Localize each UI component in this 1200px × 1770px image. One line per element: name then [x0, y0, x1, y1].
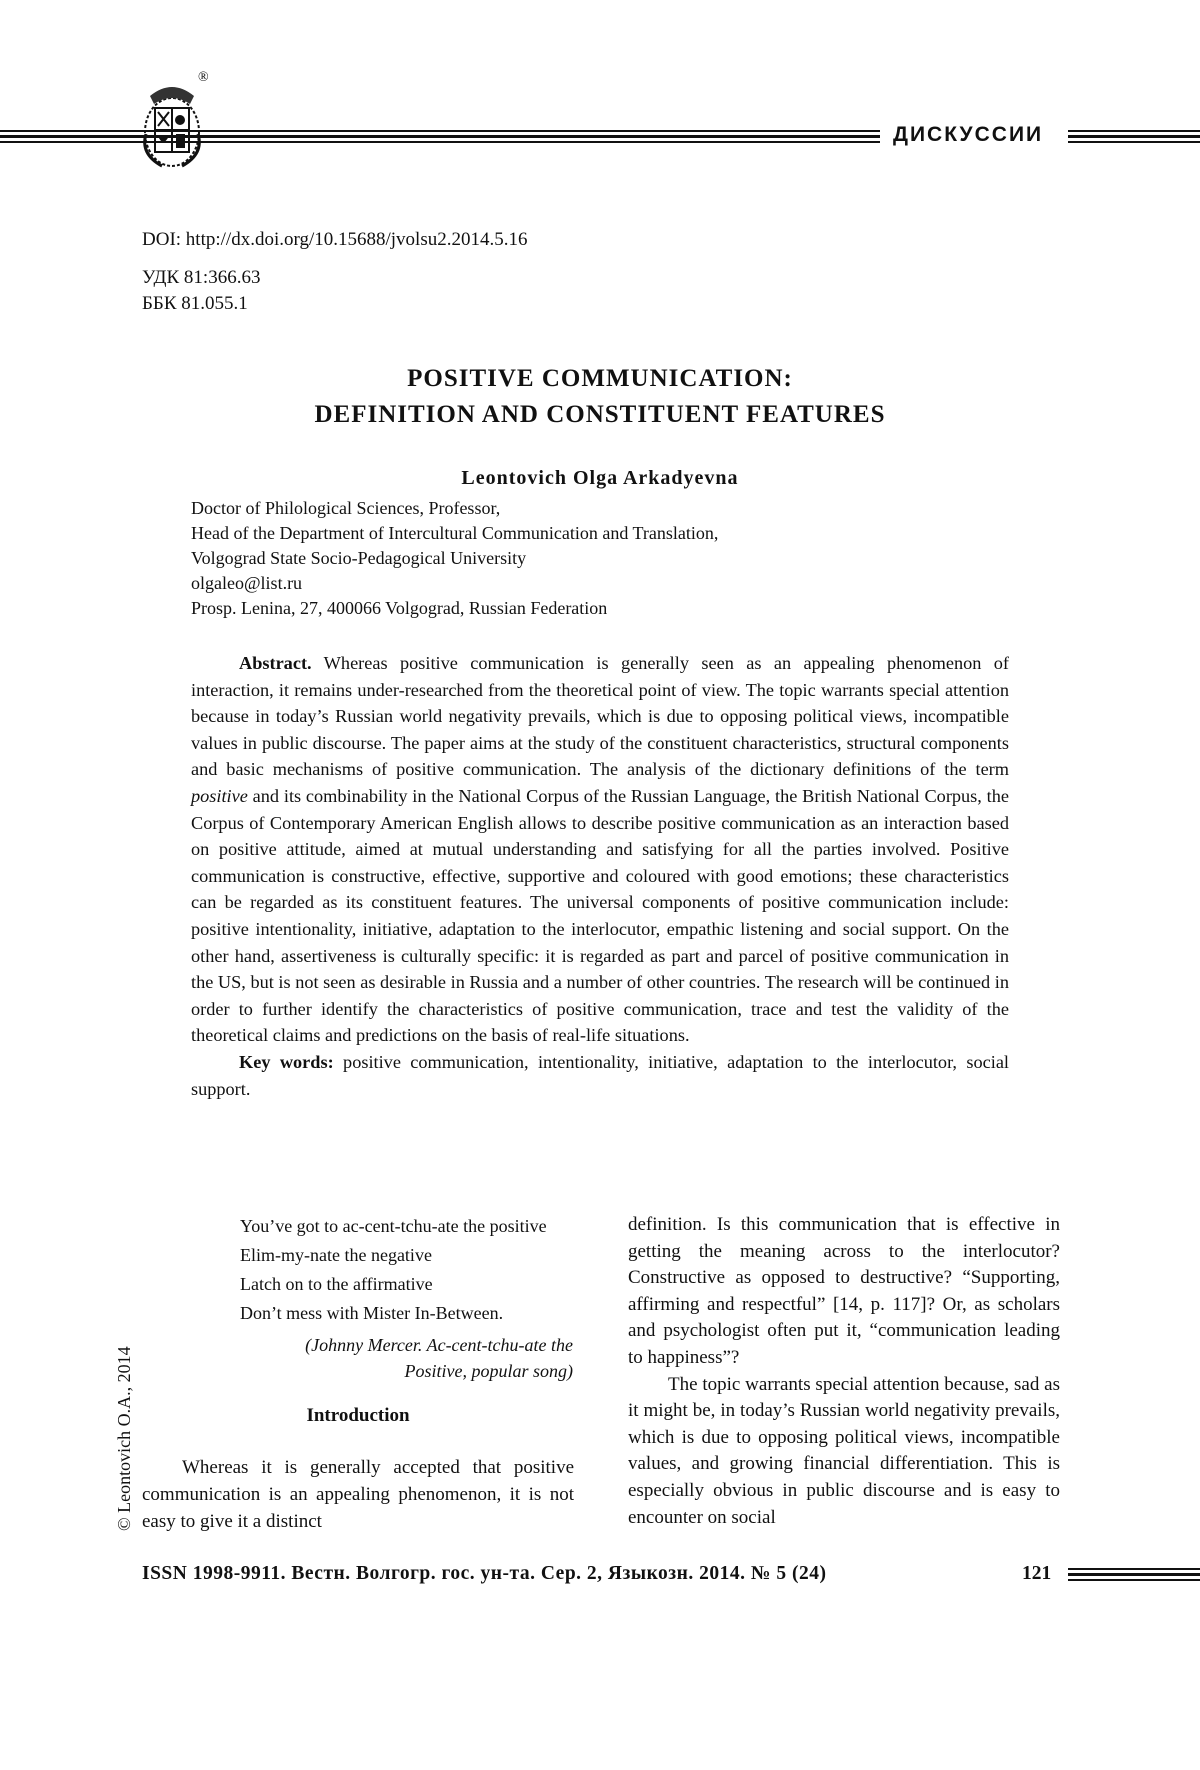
author-address: Prosp. Lenina, 27, 400066 Volgograd, Russian Federation — [191, 598, 608, 618]
body-paragraph: The topic warrants special attention because, sad as it might be, in today’s Russian world negativity prevails, which is due to opposing political views, incompatible values, and growing financial differentiation. This is especially obvious in public discourse and is easy to encounter on social — [628, 1373, 1060, 1528]
author-degree: Doctor of Philological Sciences, Professor, — [191, 498, 501, 518]
author-name: Leontovich Olga Arkadyevna — [461, 467, 739, 489]
journal-emblem-logo — [136, 70, 210, 172]
doi-link[interactable]: DOI: http://dx.doi.org/10.15688/jvolsu2.2014.5.16 — [142, 229, 528, 250]
keywords-label: Key words: — [239, 1051, 334, 1072]
header-rule-left — [0, 130, 880, 144]
epigraph-line: Elim-my-nate the negative — [240, 1245, 432, 1265]
abstract-paragraph — [191, 650, 1009, 1049]
section-heading-introduction: Introduction — [306, 1405, 410, 1426]
author-position: Head of the Department of Intercultural Communication and Translation, — [191, 523, 719, 543]
section-label: ДИСКУССИИ — [893, 123, 1044, 146]
body-paragraph: Whereas it is generally accepted that positive communication is an appealing phenomenon, it is not easy to give it a distinct — [142, 1457, 574, 1532]
header-rule-right — [1068, 130, 1200, 144]
footer-rule — [1068, 1568, 1200, 1582]
page-number: 121 — [1022, 1563, 1052, 1584]
epigraph-line: Don’t mess with Mister In-Between. — [240, 1303, 504, 1323]
epigraph — [240, 1212, 574, 1328]
copyright-vertical — [114, 1346, 138, 1770]
abstract-term: positive — [191, 785, 248, 806]
epigraph-line: You’ve got to ac-cent-tchu-ate the positive — [240, 1216, 547, 1236]
keywords-text: positive communication, intentionality, initiative, adaptation to the interlocutor, social support. — [191, 1051, 1010, 1099]
abstract-label: Abstract. — [239, 653, 312, 673]
crest-icon — [136, 74, 210, 172]
article-title-line-2: DEFINITION AND CONSTITUENT FEATURES — [314, 401, 886, 428]
abstract-block — [191, 650, 1009, 1102]
keywords-paragraph — [191, 1049, 1009, 1102]
epigraph-source — [290, 1332, 573, 1384]
author-university: Volgograd State Socio-Pedagogical University — [191, 548, 527, 568]
author-affiliation — [191, 496, 718, 621]
author-email[interactable]: olgaleo@list.ru — [191, 573, 303, 593]
abstract-text-part-1: Whereas positive communication is generally seen as an appealing phenomenon of interaction, it remains under-researched from the theoretical point of view. The topic warrants special attention because in today’s Russian world negativity prevails, which is due to opposing political views, incompatible values in public discourse. The paper aims at the study of the constituent characteristics, structural components and basic mechanisms of positive communication. The analysis of the dictionary definitions of the term — [191, 653, 1009, 780]
body-paragraph: definition. Is this communication that is effective in getting the meaning across to the interlocutor? Constructive as opposed to destructive? “Supporting, affirming and respectful” [14, p. 117]? Or, as scholars and psychologist often put it, “communication leading to happiness”? — [628, 1214, 1060, 1368]
bbk-code: ББК 81.055.1 — [142, 293, 248, 314]
body-column-left — [142, 1454, 574, 1535]
copyright-text: © Leontovich O.A., 2014 — [114, 1346, 134, 1531]
registered-mark: ® — [198, 70, 209, 85]
epigraph-source-line-2: Positive, popular song) — [404, 1361, 573, 1381]
epigraph-source-line-1: (Johnny Mercer. Ac-cent-tchu-ate the — [305, 1335, 573, 1355]
epigraph-line: Latch on to the affirmative — [240, 1274, 433, 1294]
footer-citation: ISSN 1998-9911. Вестн. Волгогр. гос. ун-та. Сер. 2, Языкозн. 2014. № 5 (24) — [142, 1563, 827, 1584]
udk-code: УДК 81:366.63 — [142, 267, 261, 288]
body-column-right — [628, 1212, 1060, 1531]
abstract-text-part-2: and its combinability in the National Corpus of the Russian Language, the British National Corpus, the Corpus of Contemporary American English allows to describe positive communication as an interaction based on positive attitude, aimed at mutual understanding and satisfying for all the parties involved. Positive communication is constructive, effective, supportive and coloured with good emotions; these characteristics can be regarded as its constituent features. The universal components of positive communication include: positive intentionality, initiative, adaptation to the interlocutor, empathic listening and social support. On the other hand, assertiveness is culturally specific: it is regarded as part and parcel of positive communication in the US, but is not seen as desirable in Russia and a number of other countries. The research will be continued in order to further identify the characteristics of positive communication, trace and test the validity of the theoretical claims and predictions on the basis of real-life situations. — [191, 785, 1009, 1046]
article-title-line-1: POSITIVE COMMUNICATION: — [407, 365, 793, 392]
